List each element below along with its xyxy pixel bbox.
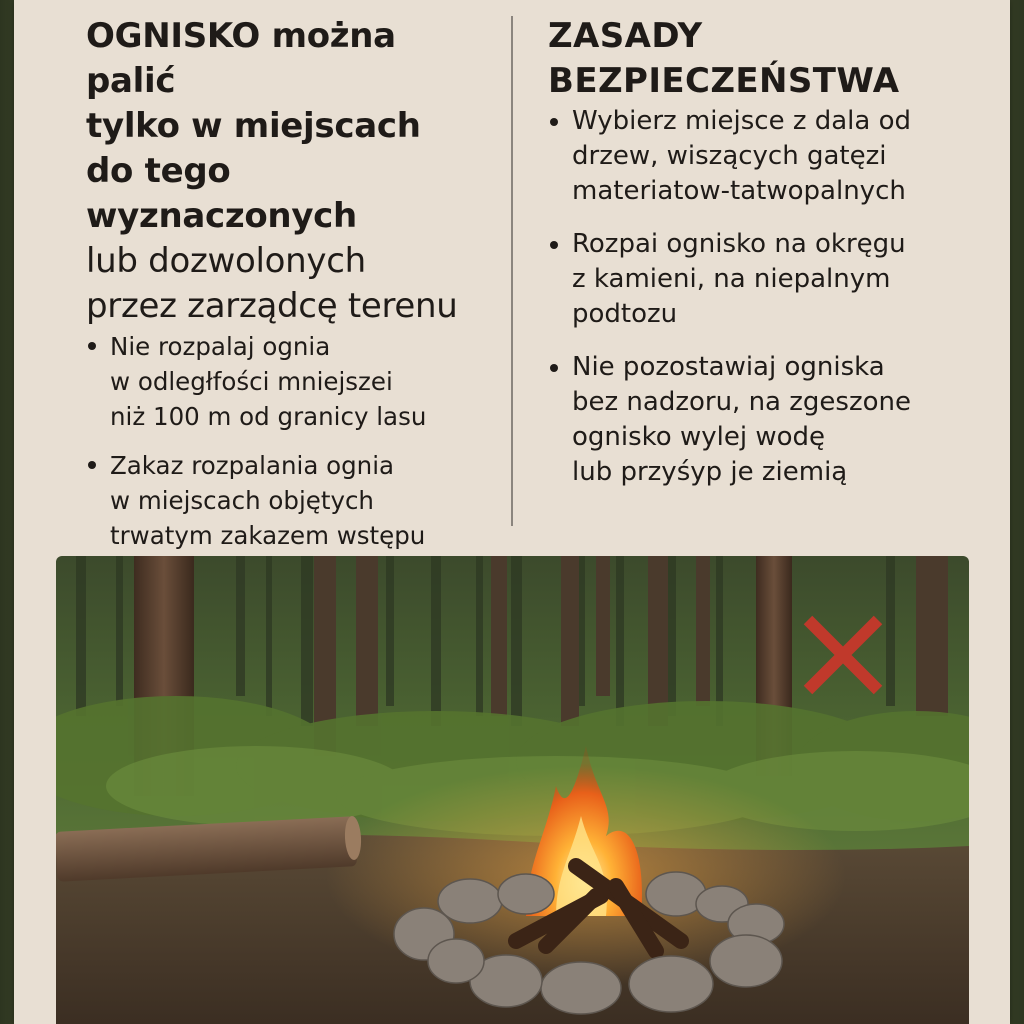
- safety-list: [548, 104, 988, 490]
- list-item-line: trwatym zakazem wstępu: [110, 521, 426, 550]
- list-item-line: lub przyśyp je ziemią: [572, 457, 848, 487]
- list-item-line: bez nadzoru, na zgeszone: [572, 387, 911, 417]
- title-line: ZASADY: [548, 16, 703, 56]
- list-item-line: Rozpai ognisko na okręgu: [572, 229, 906, 259]
- list-item-line: w odległfości mniejszei: [110, 367, 393, 396]
- left-column: [86, 0, 496, 602]
- list-item-line: Nie rozpalaj ognia: [110, 332, 331, 361]
- list-item-line: drzew, wiszących gatęzi: [572, 141, 887, 171]
- title-line: BEZPIECZEŃSTWA: [548, 61, 900, 101]
- headline-line: lub dozwolonych: [86, 241, 366, 281]
- list-item-line: podtozu: [572, 299, 678, 329]
- list-item-line: w miejscach objętych: [110, 486, 374, 515]
- list-item: [548, 104, 988, 209]
- list-item-line: niż 100 m od granicy lasu: [110, 402, 427, 431]
- list-item: [548, 227, 988, 332]
- list-item-line: z kamieni, na niepalnym: [572, 264, 891, 294]
- rules-list: [86, 329, 496, 588]
- headline-line: przez zarządcę terenu: [86, 286, 458, 326]
- headline: [86, 14, 496, 329]
- list-item-line: Nie pozostawiaj ogniska: [572, 352, 885, 382]
- headline-line: OGNISKO można palić: [86, 16, 396, 101]
- list-item: [86, 329, 496, 434]
- list-item-line: materiatow-tatwopalnych: [572, 176, 906, 206]
- column-divider: [511, 16, 513, 526]
- list-item-line: ognisko wylej wodę: [572, 422, 825, 452]
- x-mark-icon: [800, 612, 886, 698]
- headline-line: tylko w miejscach: [86, 106, 421, 146]
- headline-line: do tego wyznaczonych: [86, 151, 357, 236]
- list-item-line: Zakaz rozpalania ognia: [110, 451, 395, 480]
- list-item-line: Wybierz miejsce z dala od: [572, 106, 912, 136]
- list-item: [548, 350, 988, 490]
- safety-title: [548, 14, 988, 104]
- right-column: [548, 0, 988, 508]
